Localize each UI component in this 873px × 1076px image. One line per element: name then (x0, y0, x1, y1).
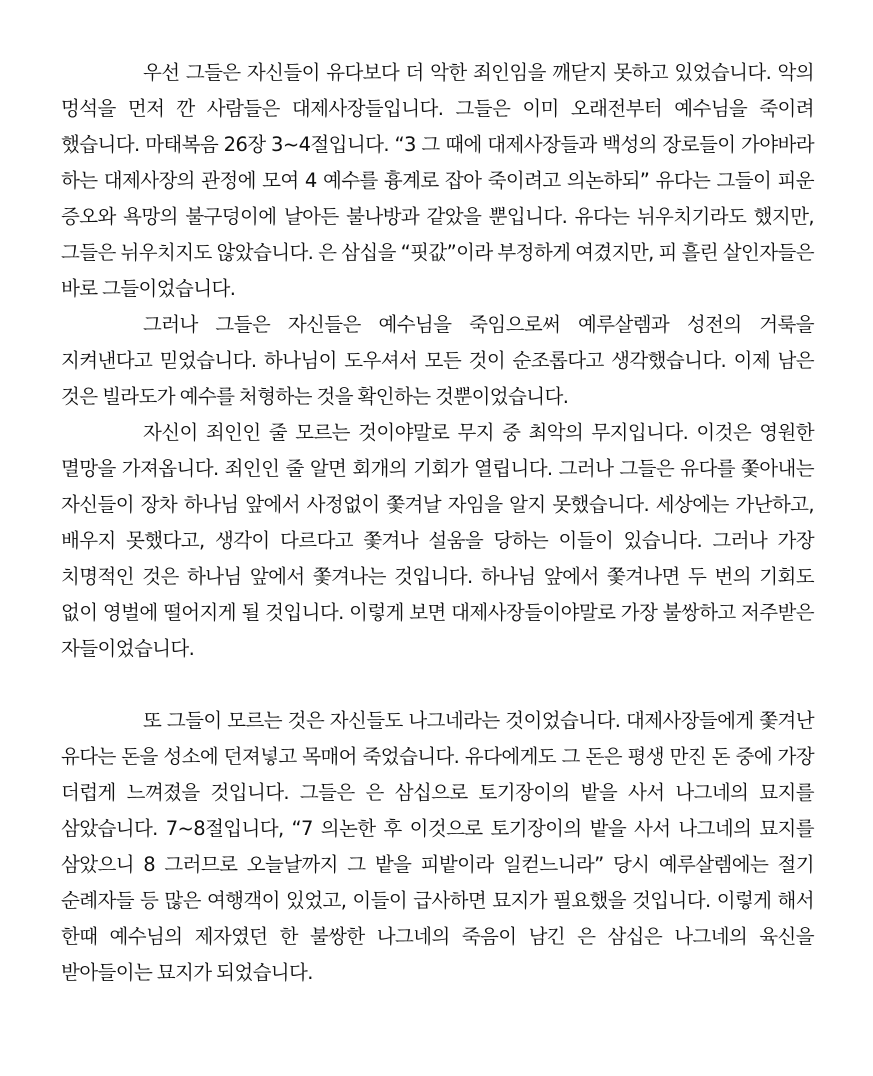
paragraph-spacer (61, 667, 814, 703)
paragraph-3: 자신이 죄인인 줄 모르는 것이야말로 무지 중 최악의 무지입니다. 이것은 영원한 멸망을 가져옵니다. 죄인인 줄 알면 회개의 기회가 열립니다. 그러나 그들은 유다를 쫓아내는 자신들이 장차 하나님 앞에서 사정없이 쫓겨날 자임을 알지 못했습니다. 세상에는 가난하고, 배우지 못했다고, 생각이 다르다고 쫓겨나 설움을 당하는 이들이 있습니다. 그러나 가장 치명적인 것은 하나님 앞에서 쫓겨나는 것입니다. 하나님 앞에서 쫓겨나면 두 번의 기회도 없이 영벌에 떨어지게 될 것입니다. 이렇게 보면 대제사장들이야말로 가장 불쌍하고 저주받은 자들이었습니다. (61, 421, 814, 660)
paragraph-1: 우선 그들은 자신들이 유다보다 더 악한 죄인임을 깨닫지 못하고 있었습니다. 악의 멍석을 먼저 깐 사람들은 대제사장들입니다. 그들은 이미 오래전부터 예수님을 죽이려 했습니다. 마태복음 26장 3~4절입니다. “3 그 때에 대제사장들과 백성의 장로들이 가야바라 하는 대제사장의 관정에 모여 4 예수를 흉계로 잡아 죽이려고 의논하되” 유다는 그들이 피운 증오와 욕망의 불구덩이에 날아든 불나방과 같았을 뿐입니다. 유다는 뉘우치기라도 했지만, 그들은 뉘우치지도 않았습니다. 은 삼십을 “핏값”이라 부정하게 여겼지만, 피 흘린 살인자들은 바로 그들이었습니다. (61, 61, 814, 300)
document-page (61, 55, 814, 991)
paragraph-2: 그러나 그들은 자신들은 예수님을 죽임으로써 예루살렘과 성전의 거룩을 지켜낸다고 믿었습니다. 하나님이 도우셔서 모든 것이 순조롭다고 생각했습니다. 이제 남은 것은 빌라도가 예수를 처형하는 것을 확인하는 것뿐이었습니다. (61, 313, 814, 408)
paragraph-4: 또 그들이 모르는 것은 자신들도 나그네라는 것이었습니다. 대제사장들에게 쫓겨난 유다는 돈을 성소에 던져넣고 목매어 죽었습니다. 유다에게도 그 돈은 평생 만진 돈 중에 가장 더럽게 느껴졌을 것입니다. 그들은 은 삼십으로 토기장이의 밭을 사서 나그네의 묘지를 삼았습니다. 7~8절입니다, “7 의논한 후 이것으로 토기장이의 밭을 사서 나그네의 묘지를 삼았으니 8 그러므로 오늘날까지 그 밭을 피밭이라 일컫느니라” 당시 예루살렘에는 절기 순례자들 등 많은 여행객이 있었고, 이들이 급사하면 묘지가 필요했을 것입니다. 이렇게 해서 한때 예수님의 제자였던 한 불쌍한 나그네의 죽음이 남긴 은 삼십은 나그네의 육신을 받아들이는 묘지가 되었습니다. (61, 709, 814, 984)
